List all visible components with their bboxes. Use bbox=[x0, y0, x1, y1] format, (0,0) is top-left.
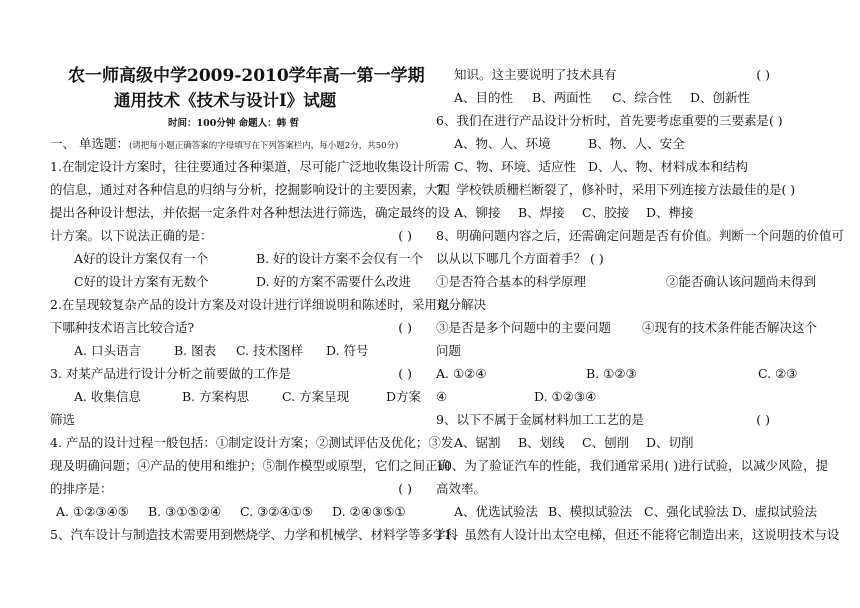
q4-line2: 现及明确问题；④产品的使用和维护；⑤制作模型或原型，它们之间正确 bbox=[50, 458, 451, 473]
q5-answer-paren: ( ) bbox=[756, 67, 770, 82]
q3-option-b: B. 方案构思 bbox=[182, 389, 250, 404]
exam-title-line1: 农一师高级中学2009-2010学年高一第一学期 bbox=[68, 66, 425, 86]
q5-option-c: C、综合性 bbox=[612, 90, 672, 105]
q1-option-d: D. 好的方案不需要什么改进 bbox=[256, 274, 412, 289]
q7-line1: 7、学校铁质栅栏断裂了，修补时，采用下列连接方法最佳的是( ) bbox=[436, 182, 796, 197]
q1-line1: 1.在制定设计方案时，往往要通过各种渠道，尽可能广泛地收集设计所需 bbox=[50, 159, 450, 174]
q2-option-a: A. 口头语言 bbox=[74, 343, 141, 358]
q2-option-d: D. 符号 bbox=[326, 343, 369, 358]
q1-line3: 提出各种设计想法，并依据一定条件对各种想法进行筛选，确定最终的设 bbox=[50, 205, 451, 220]
q6-option-a: A、物、人、环境 bbox=[454, 136, 551, 151]
q1-answer-paren: ( ) bbox=[398, 228, 412, 243]
q10-option-a: A、优选试验法 bbox=[454, 504, 539, 519]
q10-line2: 高效率。 bbox=[436, 481, 487, 496]
q5-stem-end: 知识。这主要说明了技术具有 bbox=[454, 67, 617, 82]
q3-option-d: D方案 bbox=[386, 389, 422, 404]
q1-stem-end: 计方案。以下说法正确的是： bbox=[50, 228, 213, 243]
exam-info: 时间：100分钟 命题人：韩 哲 bbox=[168, 118, 299, 129]
q8-option-c: C. ②③ bbox=[758, 366, 798, 381]
q4-answer-paren: ( ) bbox=[398, 481, 412, 496]
q10-option-b: B、模拟试验法 bbox=[548, 504, 633, 519]
q8-line2: 以从以下哪几个方面着手？ ( ) bbox=[436, 251, 604, 266]
q6-option-b: B、物、人、安全 bbox=[588, 136, 685, 151]
q7-option-b: B、焊接 bbox=[518, 205, 565, 220]
q2-stem-end: 下哪种技术语言比较合适? bbox=[50, 320, 195, 335]
q8-item-1: ①是否符合基本的科学原理 bbox=[436, 274, 587, 289]
q4-option-c: C. ③②④①⑤ bbox=[240, 504, 314, 519]
q4-line1: 4. 产品的设计过程一般包括：①制定设计方案；②测试评估及优化；③发 bbox=[50, 435, 454, 450]
q2-option-b: B. 图表 bbox=[174, 343, 217, 358]
q9-option-d: D、切削 bbox=[646, 435, 694, 450]
q9-stem: 9、以下不属于金属材料加工工艺的是 bbox=[436, 412, 644, 427]
q1-option-b: B. 好的设计方案不会仅有一个 bbox=[256, 251, 424, 266]
q4-option-b: B. ③①⑤②④ bbox=[148, 504, 222, 519]
q8-line6: 问题 bbox=[436, 343, 462, 358]
q7-option-d: D、榫接 bbox=[646, 205, 694, 220]
q6-option-d: D、人、物、材料成本和结构 bbox=[588, 159, 749, 174]
q6-option-c: C、物、环境、适应性 bbox=[454, 159, 577, 174]
section-heading bbox=[50, 136, 398, 154]
q9-option-b: B、划线 bbox=[518, 435, 565, 450]
q4-option-a: A. ①②③④⑤ bbox=[56, 504, 130, 519]
q8-line1: 8、明确问题内容之后，还需确定问题是否有价值。判断一个问题的价值可 bbox=[436, 228, 844, 243]
q1-option-c: C好的设计方案有无数个 bbox=[74, 274, 209, 289]
q1-line2: 的信息，通过对各种信息的归纳与分析，挖掘影响设计的主要因素，大胆 bbox=[50, 182, 451, 197]
section-title: 一、 单选题： bbox=[50, 136, 129, 151]
q3-answer-paren: ( ) bbox=[398, 366, 412, 381]
q5-option-b: B、两面性 bbox=[532, 90, 592, 105]
q10-line1: 10、为了验证汽车的性能，我们通常采用( )进行试验，以减少风险，提 bbox=[436, 458, 829, 473]
q1-option-a: A好的设计方案仅有一个 bbox=[74, 251, 209, 266]
q5-option-d: D、创新性 bbox=[690, 90, 751, 105]
q9-option-c: C、刨削 bbox=[582, 435, 630, 450]
q10-option-c: C、强化试验法 bbox=[644, 504, 729, 519]
q5-line1: 5、汽车设计与制造技术需要用到燃烧学、力学和机械学、材料学等多学科 bbox=[50, 527, 458, 542]
q4-option-d: D. ②④③⑤① bbox=[332, 504, 406, 519]
section-note: (请把每小题正确答案的字母填写在下列答案栏内，每小题2分，共50分) bbox=[128, 141, 399, 151]
q2-option-c: C. 技术图样 bbox=[236, 343, 304, 358]
q9-option-a: A、锯割 bbox=[454, 435, 501, 450]
q8-option-a: A. ①②④ bbox=[436, 366, 487, 381]
q9-answer-paren: ( ) bbox=[756, 412, 770, 427]
q3-option-a: A. 收集信息 bbox=[74, 389, 141, 404]
q2-answer-paren: ( ) bbox=[398, 320, 412, 335]
q11-line1: 11、虽然有人设计出太空电梯，但还不能将它制造出来，这说明技术与设 bbox=[436, 527, 840, 542]
q4-stem-end: 的排序是： bbox=[50, 481, 113, 496]
q10-option-d: D、虚拟试验法 bbox=[732, 504, 818, 519]
q3-stem: 3. 对某产品进行设计分析之前要做的工作是 bbox=[50, 366, 291, 381]
q8-option-c-cont: ④ bbox=[436, 389, 448, 404]
q8-option-b: B. ①②③ bbox=[586, 366, 637, 381]
q3-line3: 筛选 bbox=[50, 412, 76, 427]
q6-line1: 6、我们在进行产品设计分析时，首先要考虑重要的三要素是( ) bbox=[436, 113, 783, 128]
q8-line4: 充分解决 bbox=[436, 297, 487, 312]
q7-option-a: A、铆接 bbox=[454, 205, 501, 220]
q8-item-4: ④现有的技术条件能否解决这个 bbox=[642, 320, 818, 335]
q8-item-2: ②能否确认该问题尚未得到 bbox=[666, 274, 817, 289]
q3-option-c: C. 方案呈现 bbox=[282, 389, 350, 404]
q2-line1: 2.在呈现较复杂产品的设计方案及对设计进行详细说明和陈述时，采用以 bbox=[50, 297, 450, 312]
q7-option-c: C、胶接 bbox=[582, 205, 630, 220]
exam-title-line2: 通用技术《技术与设计I》试题 bbox=[114, 91, 337, 110]
q5-option-a: A、目的性 bbox=[454, 90, 514, 105]
q8-item-3: ③是否是多个问题中的主要问题 bbox=[436, 320, 612, 335]
q8-option-d: D. ①②③④ bbox=[534, 389, 597, 404]
